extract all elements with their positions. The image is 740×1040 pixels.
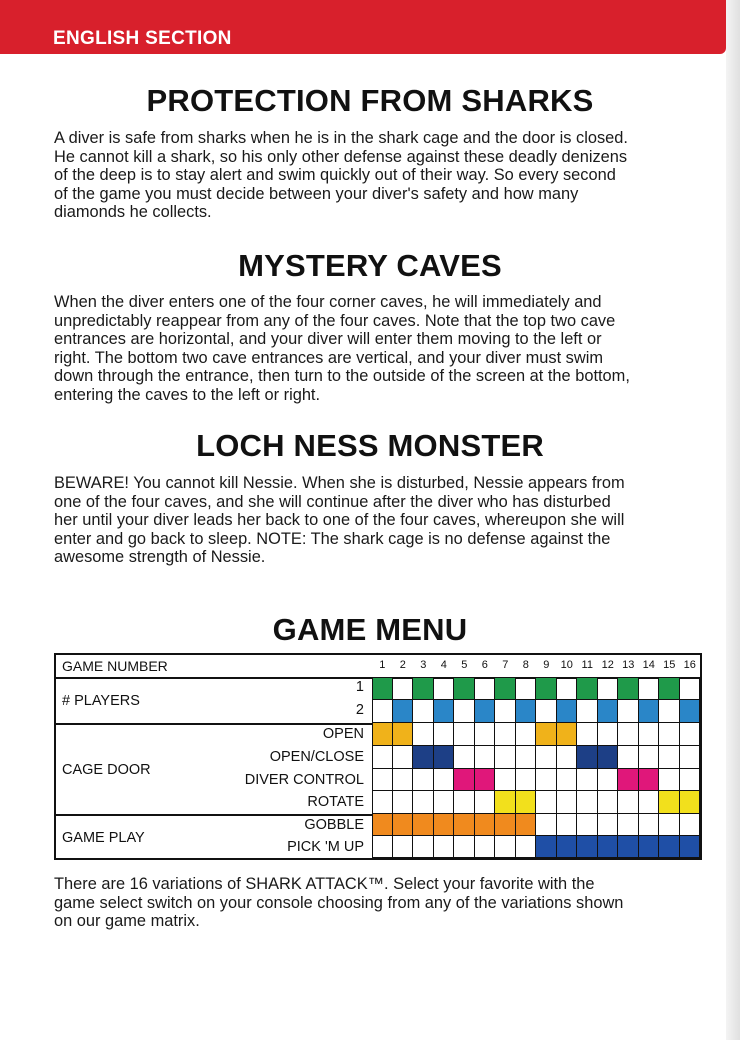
matrix-cell [516,700,537,723]
matrix-cell [372,769,393,791]
matrix-cell [393,769,414,791]
table-label-column [56,655,372,858]
matrix-cell [516,836,537,858]
group-label-cage-door: CAGE DOOR [62,762,151,778]
matrix-cell [393,723,414,746]
game-number-16: 16 [683,659,696,671]
text-line: unpredictably reappear from any of the four caves. Note that the top two cave [54,311,616,330]
matrix-cell [413,814,434,836]
matrix-cell [577,836,598,858]
matrix-cell [475,746,496,769]
text-line: entering the caves to the left or right. [54,385,321,404]
matrix-cell [536,677,557,700]
matrix-cell [413,677,434,700]
matrix-cell [659,769,680,791]
matrix-cell [680,746,701,769]
matrix-cell [454,791,475,814]
row-label-pick-m-up: PICK 'M UP [287,839,364,855]
divider [56,814,372,816]
matrix-cell [516,723,537,746]
matrix-cell [639,836,660,858]
matrix-cell [577,677,598,700]
matrix-cell [639,769,660,791]
row-label-open: OPEN [322,726,364,742]
matrix-cell [577,723,598,746]
matrix-cell [516,677,537,700]
group-label-game-play: GAME PLAY [62,830,145,846]
matrix-cell [454,814,475,836]
game-number-6: 6 [481,659,488,671]
matrix-cell [598,814,619,836]
matrix-cell [475,769,496,791]
row-label-players-1: 1 [355,679,364,695]
matrix-cell [618,791,639,814]
matrix-cell [598,836,619,858]
matrix-cell [618,814,639,836]
game-number-5: 5 [461,659,468,671]
matrix-cell [680,700,701,723]
matrix-cell [413,769,434,791]
matrix-cell [536,814,557,836]
game-number-11: 11 [581,659,593,671]
text-line: down through the entrance, then turn to the outside of the screen at the bottom, [54,367,630,386]
matrix-cell [536,723,557,746]
matrix-cell [557,769,578,791]
matrix-cell [372,723,393,746]
matrix-cell [475,723,496,746]
matrix-cell [393,700,414,723]
matrix-cell [372,677,393,700]
matrix-cell [536,746,557,769]
row-label-diver-control: DIVER CONTROL [244,772,364,788]
matrix-cell [557,836,578,858]
heading-loch-ness-monster: LOCH NESS MONSTER [196,428,544,463]
matrix-cell [557,700,578,723]
heading-game-menu: GAME MENU [272,612,468,647]
matrix-cell [639,700,660,723]
text-line: game select switch on your console choosing from any of the variations shown [54,893,624,912]
matrix-cell [413,723,434,746]
matrix-cell [475,814,496,836]
matrix-cell [434,746,455,769]
matrix-cell [393,746,414,769]
paragraph-protection-from-sharks [54,129,714,222]
game-number-15: 15 [663,659,676,671]
matrix-cell [495,723,516,746]
matrix-cell [372,814,393,836]
text-line: BEWARE! You cannot kill Nessie. When she is disturbed, Nessie appears from [54,474,625,492]
matrix-cell [434,836,455,858]
matrix-cell [475,836,496,858]
text-line: diamonds he collects. [54,203,212,222]
matrix-cell [598,791,619,814]
matrix-cell [618,723,639,746]
game-number-12: 12 [601,659,614,671]
matrix-cell [680,836,701,858]
game-number-4: 4 [440,659,447,671]
matrix-cell [680,723,701,746]
section-label: ENGLISH SECTION [53,28,232,49]
matrix-cell [598,723,619,746]
text-line: on our game matrix. [54,912,200,931]
game-number-2: 2 [399,659,406,671]
matrix-cell [598,700,619,723]
matrix-cell [598,746,619,769]
matrix-cell [434,814,455,836]
matrix-cell [618,769,639,791]
matrix-cell [413,700,434,723]
matrix-cell [372,791,393,814]
matrix-cell [413,791,434,814]
matrix-cell [659,746,680,769]
matrix-cell [598,769,619,791]
paragraph-loch-ness-monster [54,474,714,567]
matrix-cell [618,836,639,858]
heading-mystery-caves: MYSTERY CAVES [238,248,502,283]
matrix-cell [557,746,578,769]
matrix-cell [577,814,598,836]
matrix-cell [495,814,516,836]
matrix-cell [454,677,475,700]
matrix-cell [639,791,660,814]
matrix-cell [434,677,455,700]
matrix-cell [536,791,557,814]
matrix-cell [495,791,516,814]
matrix-cell [557,677,578,700]
matrix-cell [393,791,414,814]
matrix-cell [577,700,598,723]
matrix-cell [659,791,680,814]
divider [56,723,372,725]
matrix-cell [680,769,701,791]
text-line: of the game you must decide between your diver's safety and how many [54,184,579,203]
matrix-cell [454,700,475,723]
matrix-cell [639,723,660,746]
matrix-cell [393,814,414,836]
matrix-cell [618,700,639,723]
row-label-open-close: OPEN/CLOSE [269,749,364,765]
matrix-cell [495,769,516,791]
text-line: her until your diver leads her back to one of the four caves, whereupon she will [54,511,625,530]
group-label-players: # PLAYERS [62,693,140,709]
text-line: enter and go back to sleep. NOTE: The shark cage is no defense against the [54,529,611,548]
footer-paragraph [54,875,714,931]
matrix-cell [475,791,496,814]
game-number-13: 13 [622,659,635,671]
matrix-cell [659,836,680,858]
matrix-cell [680,677,701,700]
matrix-cell [393,677,414,700]
page-edge [726,0,740,1040]
paragraph-mystery-caves [54,293,714,405]
game-number-8: 8 [522,659,529,671]
matrix-cell [659,723,680,746]
text-line: awesome strength of Nessie. [54,548,266,567]
matrix-cell [413,836,434,858]
game-number-7: 7 [502,659,509,671]
game-menu-table [54,653,702,860]
matrix-cell [639,814,660,836]
matrix-cell [516,746,537,769]
matrix-cell [372,700,393,723]
text-line: He cannot kill a shark, so his only other defense against these deadly denizens [54,147,628,166]
matrix-cell [454,836,475,858]
matrix-cell [372,836,393,858]
matrix-cell [577,746,598,769]
divider [56,677,372,679]
matrix-cell [516,791,537,814]
heading-protection-from-sharks: PROTECTION FROM SHARKS [146,83,594,118]
matrix-cell [536,769,557,791]
game-matrix-grid [372,655,700,858]
matrix-cell [413,746,434,769]
matrix-cell [516,814,537,836]
matrix-cell [557,814,578,836]
text-line: right. The bottom two cave entrances are vertical, and your diver must swim [54,348,604,367]
matrix-cell [659,814,680,836]
matrix-cell [557,723,578,746]
matrix-cell [434,700,455,723]
matrix-cell [639,746,660,769]
matrix-cell [475,700,496,723]
matrix-cell [495,746,516,769]
matrix-cell [516,769,537,791]
game-number-9: 9 [543,659,550,671]
row-label-gobble: GOBBLE [304,817,364,833]
game-number-3: 3 [420,659,427,671]
matrix-cell [434,723,455,746]
matrix-cell [495,836,516,858]
matrix-cell [393,836,414,858]
matrix-cell [475,677,496,700]
game-number-10: 10 [560,659,573,671]
matrix-cell [536,836,557,858]
row-label-rotate: ROTATE [307,794,364,810]
matrix-cell [536,700,557,723]
matrix-cell [454,769,475,791]
text-line: entrances are horizontal, and your diver will enter them moving to the left or [54,330,602,349]
matrix-cell [639,677,660,700]
matrix-cell [434,769,455,791]
text-line: of the deep is to stay alert and swim quickly out of their way. So every second [54,166,616,185]
matrix-cell [618,746,639,769]
matrix-cell [577,769,598,791]
game-number-14: 14 [642,659,655,671]
game-number-1: 1 [379,659,386,671]
matrix-cell [495,700,516,723]
matrix-cell [598,677,619,700]
text-line: There are 16 variations of SHARK ATTACK™. Select your favorite with the [54,875,595,893]
matrix-cell [454,746,475,769]
matrix-cell [659,677,680,700]
matrix-cell [680,791,701,814]
matrix-cell [454,723,475,746]
matrix-cell [372,746,393,769]
matrix-cell [680,814,701,836]
matrix-cell [434,791,455,814]
text-line: A diver is safe from sharks when he is in the shark cage and the door is closed. [54,129,628,147]
matrix-cell [495,677,516,700]
row-label-players-2: 2 [355,702,364,718]
game-number-header: GAME NUMBER [62,658,168,674]
matrix-cell [577,791,598,814]
text-line: When the diver enters one of the four corner caves, he will immediately and [54,293,602,311]
text-line: one of the four caves, and she will continue after the diver who has disturbed [54,492,611,511]
matrix-cell [618,677,639,700]
matrix-cell [659,700,680,723]
matrix-cell [557,791,578,814]
